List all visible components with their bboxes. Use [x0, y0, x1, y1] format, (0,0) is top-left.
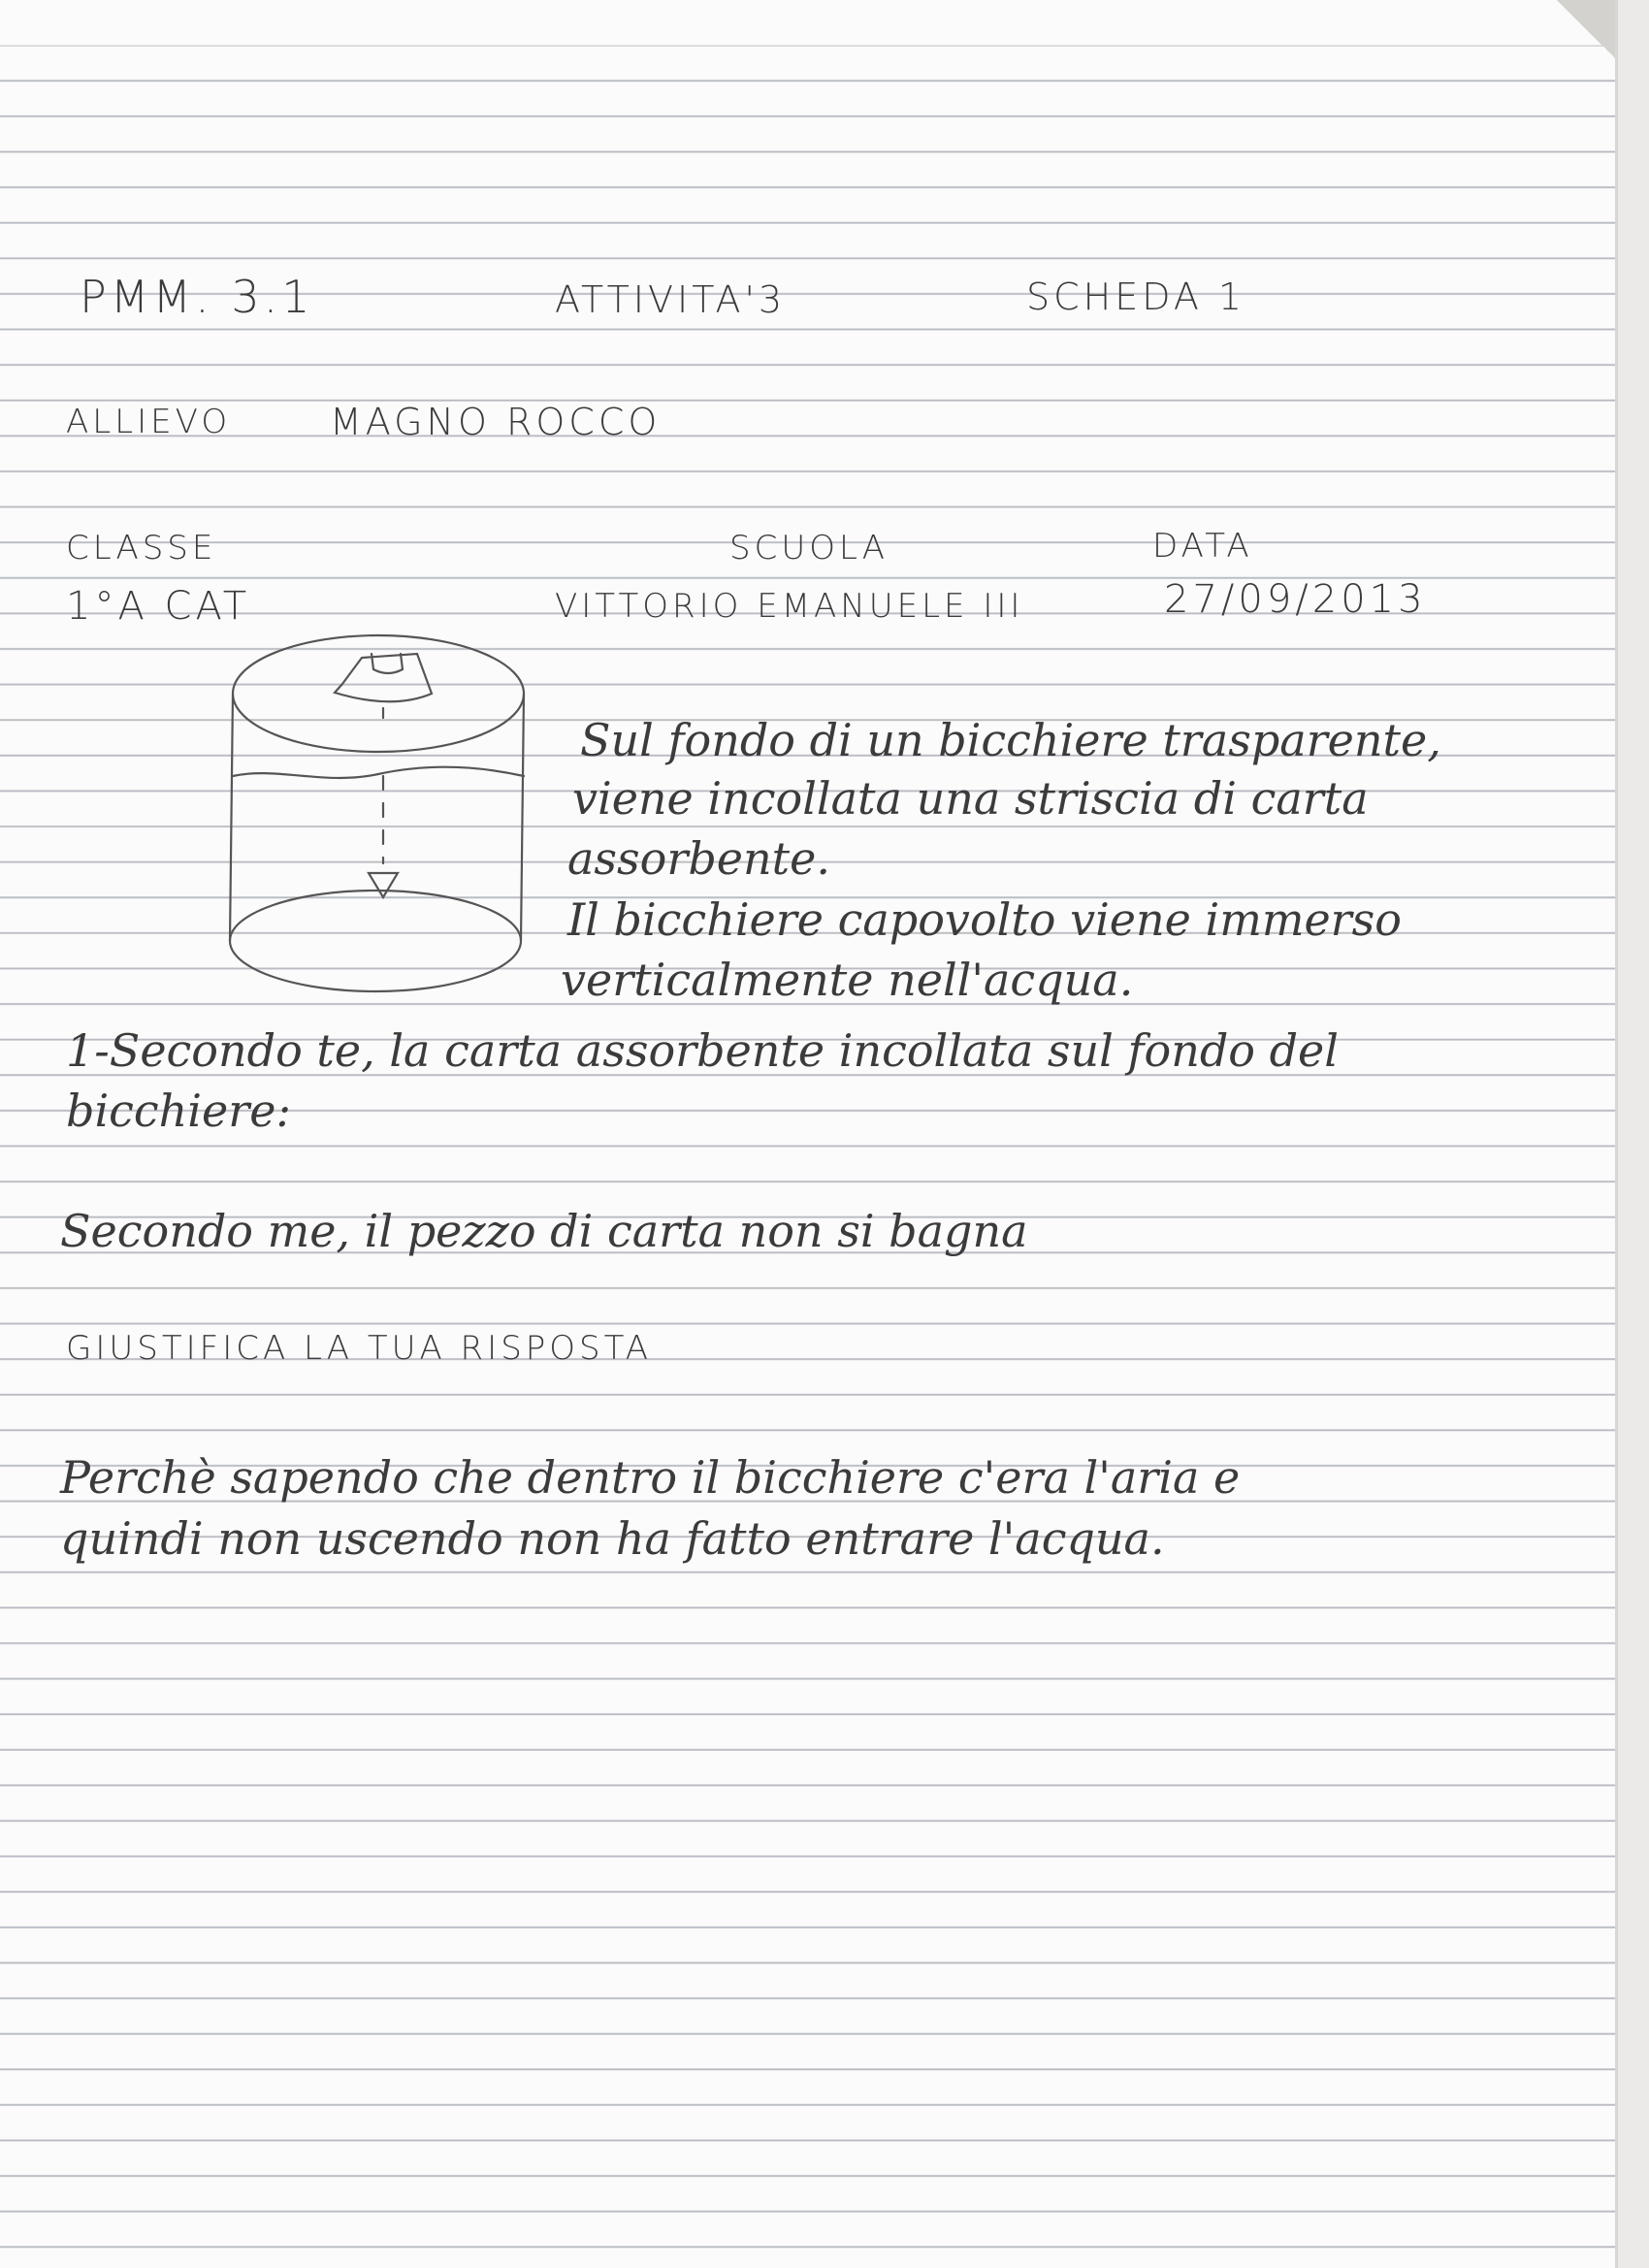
school-label: SCUOLA: [729, 529, 889, 567]
glass-diagram-drawing: [218, 631, 538, 999]
sheet-label: SCHEDA 1: [1026, 275, 1246, 318]
school-value: VITTORIO EMANUELE III: [555, 587, 1024, 626]
description-line-4: Il bicchiere capovolto viene immerso: [567, 893, 1402, 946]
class-label: CLASSE: [66, 529, 217, 567]
page-corner: [1557, 0, 1615, 58]
student-label: ALLIEVO: [66, 403, 232, 441]
sheet-code: PMM. 3.1: [80, 271, 314, 323]
date-label: DATA: [1152, 527, 1253, 566]
question-line-1: 1-Secondo te, la carta assorbente incollata sul fondo del: [66, 1024, 1339, 1077]
student-name: MAGNO ROCCO: [330, 401, 662, 443]
class-value: 1°A CAT: [66, 584, 251, 629]
date-value: 27/09/2013: [1164, 577, 1427, 622]
question-line-2: bicchiere:: [66, 1085, 291, 1137]
answer-text: Secondo me, il pezzo di carta non si bagna: [60, 1205, 1028, 1257]
justify-prompt: GIUSTIFICA LA TUA RISPOSTA: [66, 1329, 653, 1368]
activity-label: ATTIVITA'3: [555, 278, 787, 321]
description-line-2: viene incollata una striscia di carta: [572, 772, 1369, 825]
description-line-5: verticalmente nell'acqua.: [561, 954, 1134, 1006]
justification-line-1: Perchè sapendo che dentro il bicchiere c'era l'aria e: [60, 1451, 1241, 1504]
description-line-3: assorbente.: [567, 832, 830, 885]
justification-line-2: quindi non uscendo non ha fatto entrare l'acqua.: [60, 1512, 1165, 1565]
description-line-1: Sul fondo di un bicchiere trasparente,: [580, 714, 1441, 766]
